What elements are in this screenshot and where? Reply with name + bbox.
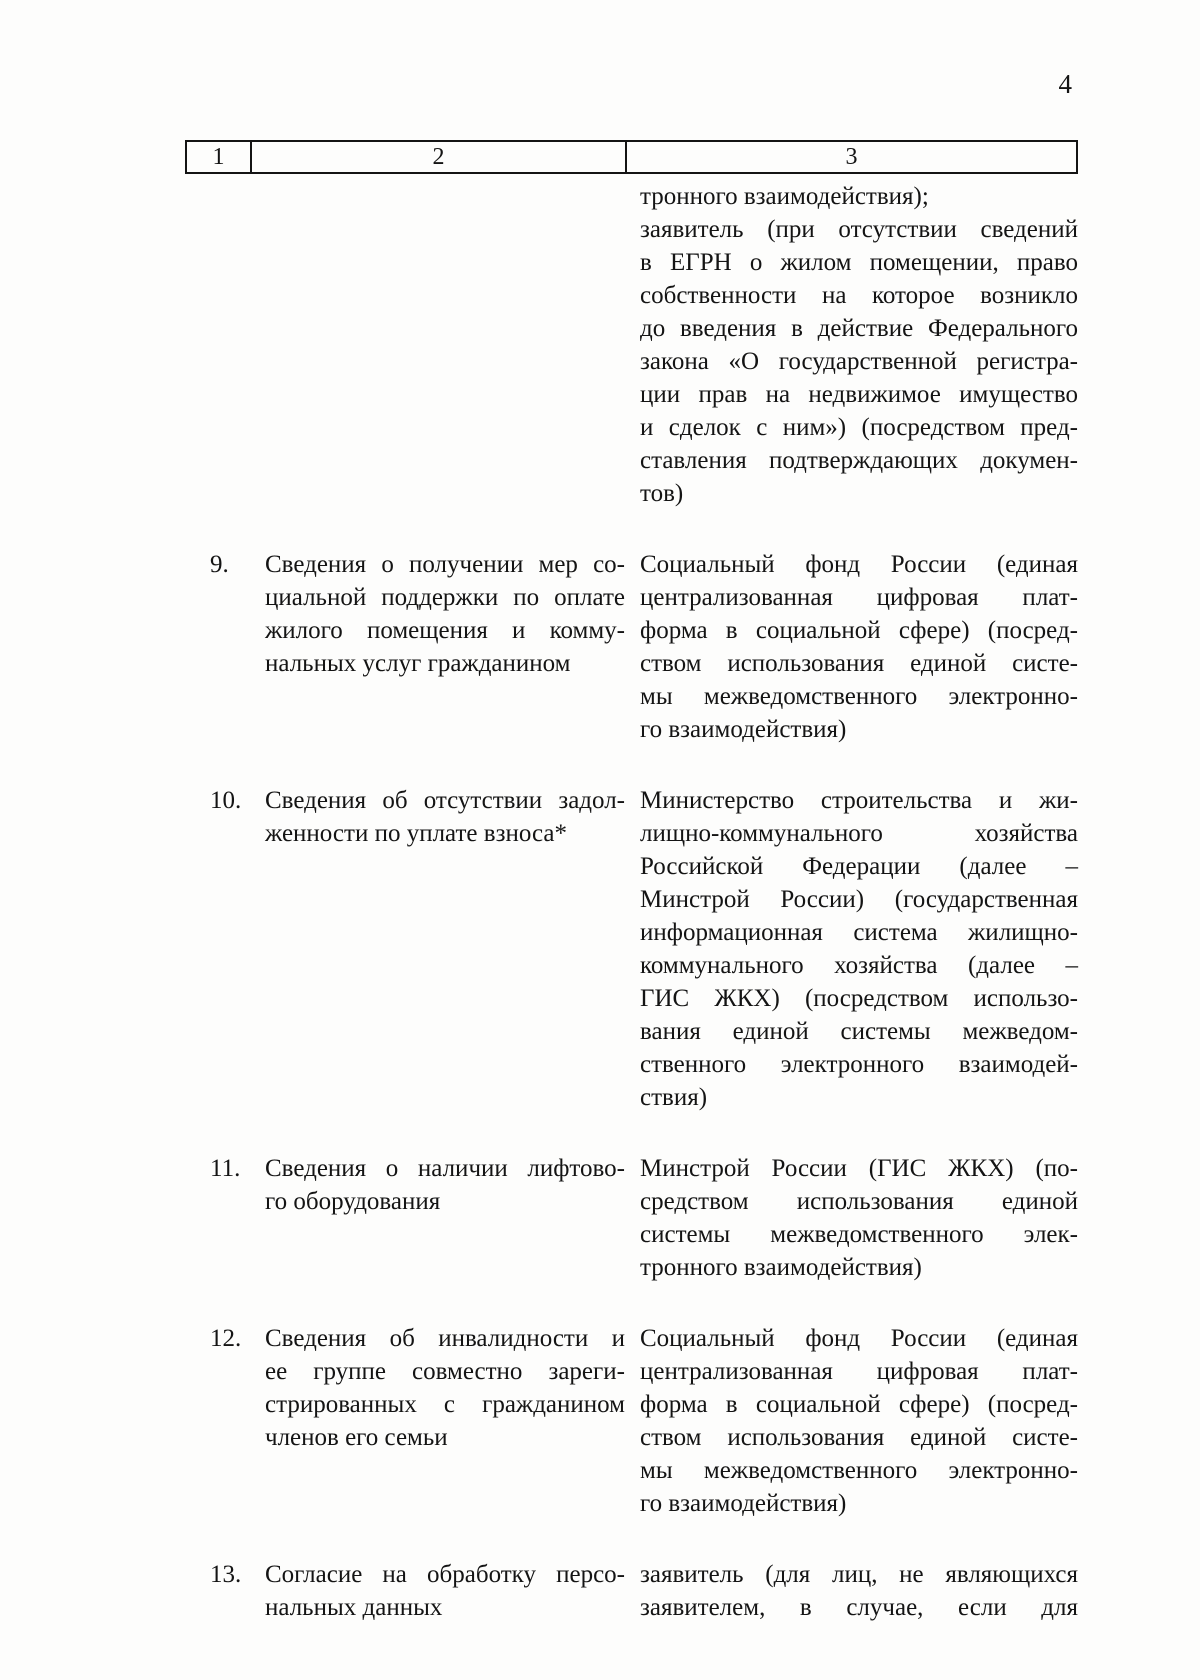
- table-row: [185, 1152, 1078, 1284]
- cell-paragraph: [640, 1322, 1078, 1520]
- row-number-cell: [185, 180, 250, 510]
- row-number-cell: 11.: [210, 1155, 241, 1182]
- text-line: Сведения об отсутствии задол-: [265, 787, 625, 814]
- cell-paragraph: [640, 784, 1078, 1114]
- text-line: Министерство строительства и жи-: [640, 787, 1078, 814]
- table-header-col3: 3: [845, 144, 858, 170]
- text-line: коммунального хозяйства (далее –: [640, 952, 1078, 979]
- requisite-cell: [250, 1322, 625, 1520]
- text-line: вания единой системы межведом-: [640, 1018, 1078, 1045]
- text-line: заявитель (для лиц, не являющихся: [640, 1561, 1078, 1588]
- source-cell: [625, 1558, 1078, 1624]
- text-line: го оборудования: [265, 1188, 441, 1215]
- text-line: форма в социальной сфере) (посред-: [640, 617, 1078, 644]
- text-line: информационная система жилищно-: [640, 919, 1078, 946]
- text-line: тронного взаимодействия): [640, 1254, 922, 1281]
- text-line: заявителем, в случае, если для: [640, 1594, 1078, 1621]
- cell-paragraph: [265, 1322, 625, 1454]
- text-line: Согласие на обработку персо-: [265, 1561, 625, 1588]
- cell-paragraph: [640, 180, 1078, 213]
- text-line: ции прав на недвижимое имущество: [640, 381, 1078, 408]
- text-line: Сведения о получении мер со-: [265, 551, 625, 578]
- text-line: в ЕГРН о жилом помещении, право: [640, 249, 1078, 276]
- table: [185, 140, 1078, 1624]
- text-line: Сведения об инвалидности и: [265, 1325, 625, 1352]
- text-line: форма в социальной сфере) (посред-: [640, 1391, 1078, 1418]
- text-line: централизованная цифровая плат-: [640, 1358, 1078, 1385]
- requisite-cell: [250, 1152, 625, 1284]
- cell-paragraph: [265, 784, 625, 850]
- text-line: нальных данных: [265, 1594, 443, 1621]
- text-line: женности по уплате взноса*: [265, 820, 567, 847]
- source-cell: [625, 1152, 1078, 1284]
- text-line: ГИС ЖКХ) (посредством использо-: [640, 985, 1078, 1012]
- cell-paragraph: [640, 1558, 1078, 1624]
- table-row: [185, 784, 1078, 1114]
- row-number-cell: 9.: [210, 551, 229, 578]
- text-line: нальных услуг гражданином: [265, 650, 571, 677]
- text-line: ством использования единой систе-: [640, 650, 1078, 677]
- table-row: [185, 1558, 1078, 1624]
- text-line: системы межведомственного элек-: [640, 1221, 1078, 1248]
- text-line: членов его семьи: [265, 1424, 448, 1451]
- source-cell: [625, 180, 1078, 510]
- cell-paragraph: [265, 1558, 625, 1624]
- table-row: [185, 1322, 1078, 1520]
- text-line: мы межведомственного электронно-: [640, 683, 1078, 710]
- table-header-col1: 1: [187, 142, 252, 172]
- row-number-cell: 12.: [210, 1325, 242, 1352]
- requisite-cell: [250, 180, 625, 510]
- text-line: Социальный фонд России (единая: [640, 1325, 1078, 1352]
- text-line: закона «О государственной регистра-: [640, 348, 1078, 375]
- text-line: Минстрой России) (государственная: [640, 886, 1078, 913]
- cell-paragraph: [640, 213, 1078, 510]
- table-header-col2: 2: [252, 142, 627, 172]
- cell-paragraph: [640, 548, 1078, 746]
- source-cell: [625, 784, 1078, 1114]
- text-line: собственности на которое возникло: [640, 282, 1078, 309]
- page-number: 4: [1058, 69, 1072, 99]
- text-line: Сведения о наличии лифтово-: [265, 1155, 625, 1182]
- cell-paragraph: [265, 1152, 625, 1218]
- cell-paragraph: [640, 1152, 1078, 1284]
- text-line: тов): [640, 480, 684, 507]
- text-line: ставления подтверждающих докумен-: [640, 447, 1078, 474]
- table-row-continuation: [185, 180, 1078, 510]
- row-number-cell: 10.: [210, 787, 242, 814]
- text-line: жилого помещения и комму-: [265, 617, 625, 644]
- text-line: лищно-коммунального хозяйства: [640, 820, 1078, 847]
- requisite-cell: [250, 548, 625, 746]
- table-row: [185, 548, 1078, 746]
- table-header-row: [185, 140, 1078, 174]
- text-line: Социальный фонд России (единая: [640, 551, 1078, 578]
- text-line: заявитель (при отсутствии сведений: [640, 216, 1078, 243]
- row-number-cell: 13.: [210, 1561, 242, 1588]
- text-line: тронного взаимодействия);: [640, 183, 929, 210]
- text-line: Минстрой России (ГИС ЖКХ) (по-: [640, 1155, 1078, 1182]
- text-line: го взаимодействия): [640, 1490, 847, 1517]
- text-line: ее группе совместно зареги-: [265, 1358, 625, 1385]
- text-line: и сделок с ним») (посредством пред-: [640, 414, 1078, 441]
- text-line: централизованная цифровая плат-: [640, 584, 1078, 611]
- source-cell: [625, 548, 1078, 746]
- text-line: ствия): [640, 1084, 708, 1111]
- text-line: ством использования единой систе-: [640, 1424, 1078, 1451]
- text-line: Российской Федерации (далее –: [640, 853, 1078, 880]
- requisite-cell: [250, 1558, 625, 1624]
- source-cell: [625, 1322, 1078, 1520]
- requisite-cell: [250, 784, 625, 1114]
- cell-paragraph: [265, 548, 625, 680]
- text-line: го взаимодействия): [640, 716, 847, 743]
- text-line: стрированных с гражданином: [265, 1391, 625, 1418]
- text-line: циальной поддержки по оплате: [265, 584, 625, 611]
- text-line: ственного электронного взаимодей-: [640, 1051, 1078, 1078]
- text-line: мы межведомственного электронно-: [640, 1457, 1078, 1484]
- text-line: средством использования единой: [640, 1188, 1078, 1215]
- text-line: до введения в действие Федерального: [640, 315, 1078, 342]
